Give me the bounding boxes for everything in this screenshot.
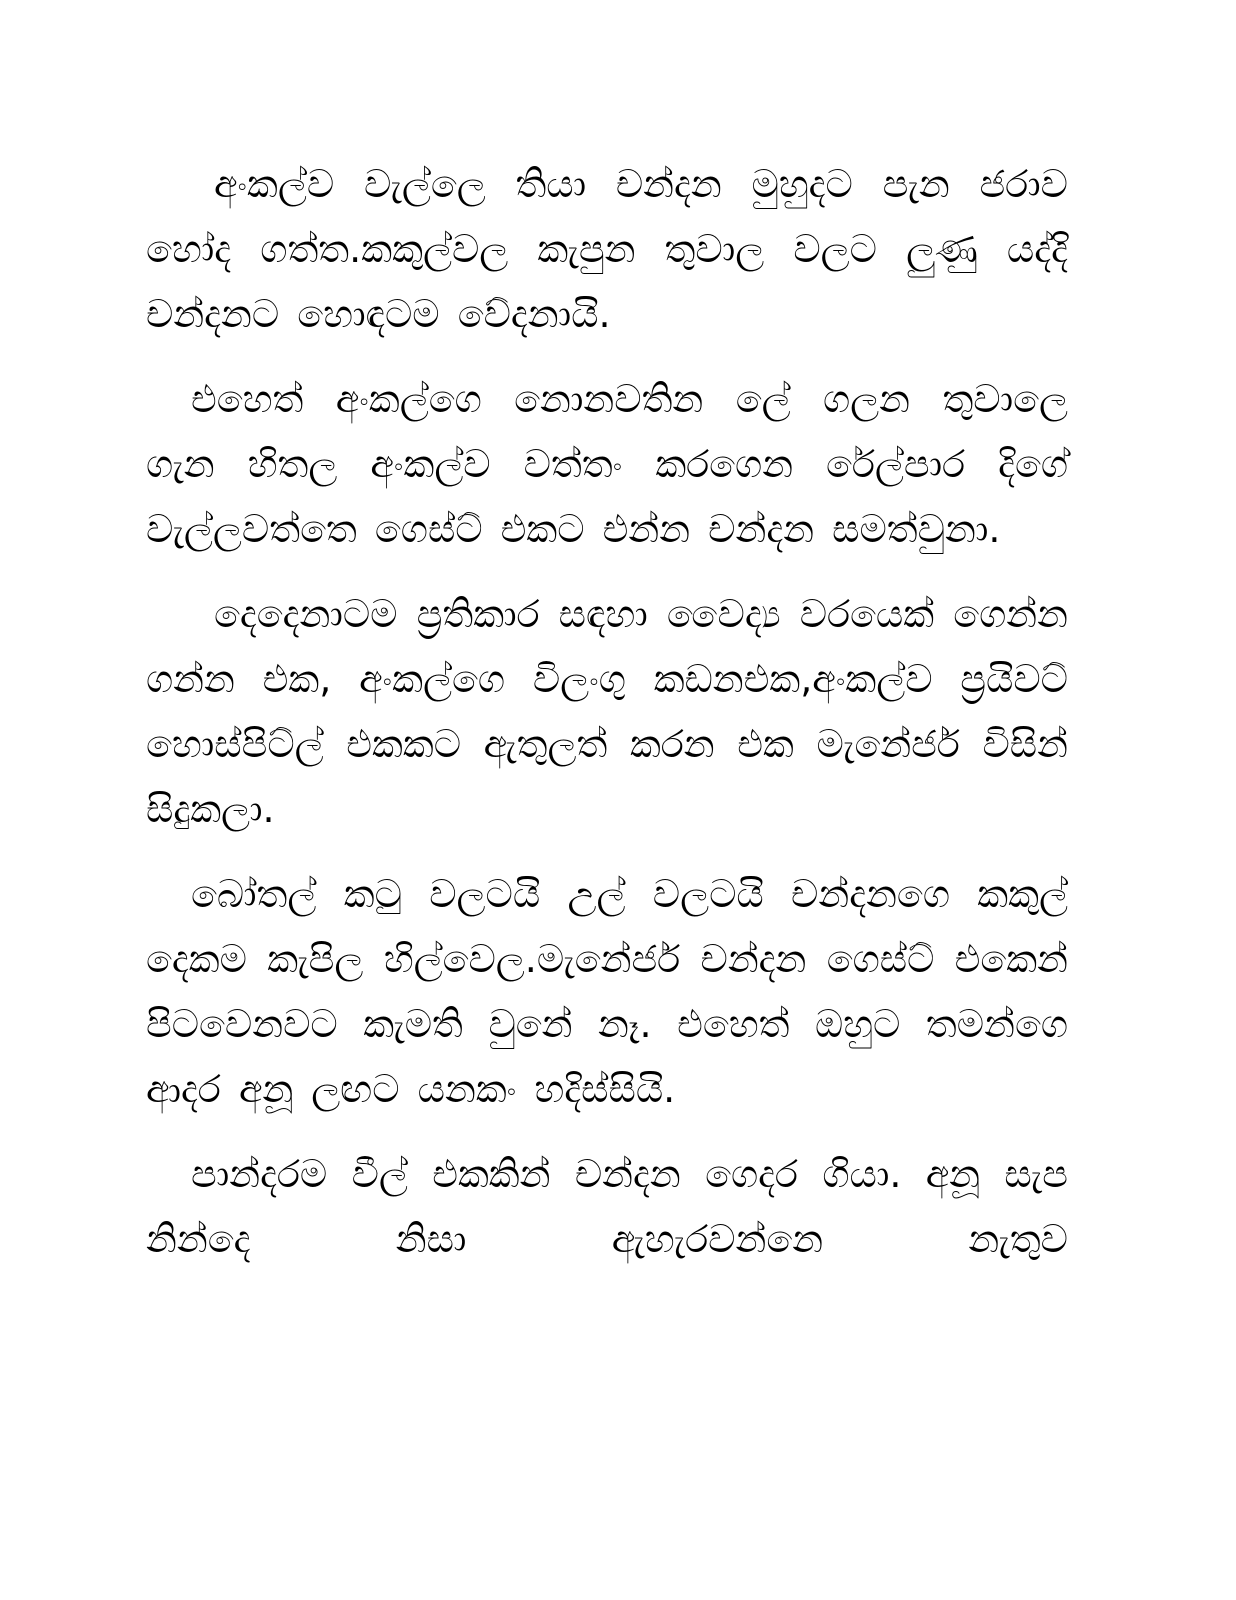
body-text <box>146 152 1068 1292</box>
paragraph-3: දෙදෙනාටම ප්‍රතිකාර සඳහා වෛද්‍ය වරයෙක් ගෙන්න ගන්න එක, අංකල්ගෙ විලංගු කඩනඑක,අංකල්ව ප්‍රයිවට් හොස්පිට්ල් එකකට ඇතුලත් කරන එක මැනේජර් විසින් සිදුකලා. <box>146 592 1068 831</box>
paragraph-1: අංකල්ව වැල්ලෙ තියා චන්දන මුහුදට පැන ජරාව හෝද ගත්ත.කකුල්වල කැපුන තුවාල වලට ලුණු යද්දි චන්දනට හොඳටම වේදනායි. <box>146 162 1068 336</box>
paragraph-4: බෝතල් කටු වලටයි උල් වලටයි චන්දනගෙ කකුල් දෙකම කැපිල හිල්වෙල.මැනේජර් චන්දන ගෙස්ට් එකෙන් පිටවෙනවට කැමති වුනේ නෑ. එහෙත් ඔහුට තමන්ගෙ ආදර අනූ ලඟට යනකං හදිස්සියි. <box>146 872 1068 1111</box>
paragraph-5: පාන්දරම වීල් එකකින් චන්දන ගෙදර ගියා. අනූ සැප නින්දෙ නිසා ඇහැරවන්නෙ නැතුව <box>146 1152 1068 1261</box>
paragraph-2: එහෙත් අංකල්ගෙ නොනවතින ලේ ගලන තුවාලෙ ගැන හිතල අංකල්ව වත්තං කරගෙන රේල්පාර දිගේ වැල්ලවත්තෙ ගෙස්ට් එකට එන්න චන්දන සමත්වුනා. <box>146 377 1068 551</box>
